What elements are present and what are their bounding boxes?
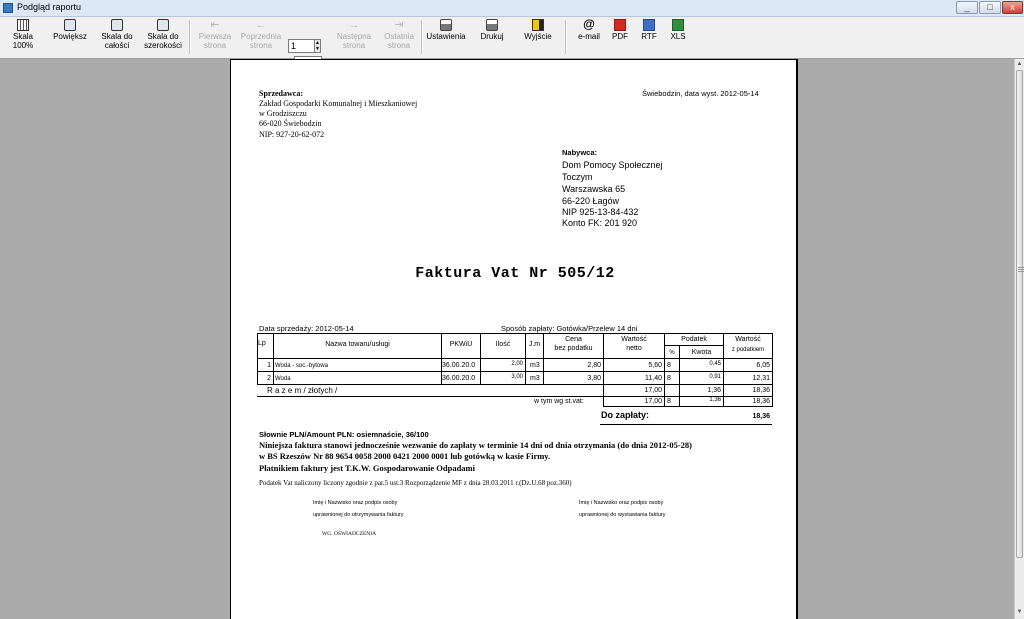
signature-left: uprawnionej do otrzymywania faktury bbox=[313, 512, 404, 518]
table-border bbox=[257, 384, 772, 385]
row-gross: 6,05 bbox=[756, 362, 770, 369]
total-gross: 18,36 bbox=[752, 387, 770, 394]
to-pay-value: 18,36 bbox=[752, 413, 770, 420]
table-border bbox=[723, 333, 724, 407]
invoice-note: Niniejsza faktura stanowi jednocześnie wezwanie do zapłaty w terminie 14 dni od dnia otrzymania (do dnia 2012-05-28) bbox=[259, 440, 693, 450]
excel-icon bbox=[672, 19, 684, 31]
fit-width-icon bbox=[157, 19, 169, 31]
exit-door-icon bbox=[532, 19, 544, 31]
fit-page-icon bbox=[111, 19, 123, 31]
settings-button[interactable]: Ustawienia bbox=[425, 18, 467, 56]
fit-whole-button[interactable]: Skala do całości bbox=[97, 18, 137, 56]
header-price: Cena bbox=[565, 336, 582, 343]
table-border bbox=[257, 358, 772, 359]
next-page-button[interactable]: → Następna strona bbox=[336, 19, 372, 50]
close-button[interactable]: x bbox=[1002, 1, 1023, 14]
vat-net: 17,00 bbox=[644, 398, 662, 405]
scroll-grip-icon bbox=[1018, 267, 1024, 273]
pdf-button[interactable]: PDF bbox=[609, 18, 631, 56]
toolbar-separator bbox=[189, 20, 191, 54]
buyer-line: NIP 925-13-84-432 bbox=[562, 207, 639, 217]
last-page-icon: ⇥ bbox=[394, 19, 404, 31]
header-unit: J.m bbox=[528, 341, 541, 348]
header-tax-pct: % bbox=[669, 350, 675, 356]
signature-right: Imię i Nazwisko oraz podpis osoby bbox=[579, 500, 664, 506]
statement-note: WG. OŚWIADCZENIA bbox=[322, 531, 377, 537]
total-net: 17,00 bbox=[644, 387, 662, 394]
toolbar-separator bbox=[565, 20, 567, 54]
invoice-page bbox=[230, 59, 798, 619]
row-unit: m3 bbox=[530, 375, 540, 382]
title-bar bbox=[0, 0, 1024, 17]
scale-icon bbox=[17, 19, 29, 31]
pdf-icon bbox=[614, 19, 626, 31]
row-price: 3,80 bbox=[587, 375, 601, 382]
scroll-thumb[interactable] bbox=[1016, 70, 1023, 558]
row-net: 11,40 bbox=[645, 375, 662, 382]
previous-page-icon: ← bbox=[255, 19, 267, 31]
vat-label: w tym wg st.vat: bbox=[534, 398, 584, 405]
to-pay-label: Do zapłaty: bbox=[601, 410, 650, 420]
buyer-line: Warszawska 65 bbox=[562, 184, 626, 194]
invoice-note: Płatnikiem faktury jest T.K.W. Gospodarowanie Odpadami bbox=[259, 463, 475, 473]
row-net: 5,60 bbox=[648, 362, 662, 369]
row-unit: m3 bbox=[530, 362, 540, 369]
zoom-in-icon bbox=[64, 19, 76, 31]
xls-button[interactable]: XLS bbox=[667, 18, 689, 56]
row-lp: 2 bbox=[267, 375, 271, 382]
header-gross: z podatkiem bbox=[731, 347, 765, 353]
invoice-title: Faktura Vat Nr 505/12 bbox=[415, 265, 615, 282]
legal-note: Podatek Vat naliczony liczony zgodnie z par.5 ust.3 Rozporządzenie MF z dnia 28.03.2011 r.(Dz.U.68 poz.360) bbox=[259, 479, 572, 487]
previous-page-button[interactable]: ← Poprzednia strona bbox=[240, 19, 282, 50]
vat-pct: 8 bbox=[667, 398, 671, 405]
first-page-icon: ⇤ bbox=[210, 19, 220, 31]
header-name: Nazwa towaru/usługi bbox=[325, 341, 390, 348]
row-pkwiu: 36.00.20.0 bbox=[442, 375, 476, 382]
page-number-input[interactable]: 1 bbox=[288, 39, 320, 53]
scroll-up-icon[interactable]: ▲ bbox=[1016, 61, 1023, 67]
row-tax-pct: 8 bbox=[667, 375, 671, 382]
seller-line: 66-020 Świebodzin bbox=[259, 119, 322, 128]
rtf-button[interactable]: RTF bbox=[638, 18, 660, 56]
signature-right: uprawnionej do wystawiania faktury bbox=[579, 512, 666, 518]
header-price: bez podatku bbox=[554, 345, 593, 352]
seller-heading: Sprzedawca: bbox=[259, 89, 303, 98]
printer-settings-icon bbox=[440, 19, 452, 31]
table-border bbox=[603, 406, 772, 407]
toolbar bbox=[0, 17, 1024, 59]
header-tax: Podatek bbox=[681, 336, 707, 343]
header-net: Wartość bbox=[621, 336, 647, 343]
buyer-heading: Nabywca: bbox=[562, 148, 598, 157]
total-label: R a z e m / złotych / bbox=[267, 386, 338, 395]
print-button[interactable]: Drukuj bbox=[476, 18, 508, 56]
table-border bbox=[257, 333, 772, 334]
header-qty: Ilość bbox=[495, 341, 511, 348]
header-gross: Wartość bbox=[735, 336, 761, 343]
vat-tax: 1,36 bbox=[709, 397, 721, 403]
scroll-down-icon[interactable]: ▼ bbox=[1016, 609, 1023, 615]
table-border bbox=[257, 371, 772, 372]
rtf-icon bbox=[643, 19, 655, 31]
row-qty: 3,00 bbox=[511, 374, 523, 380]
header-lp: Lp bbox=[258, 340, 266, 347]
next-page-icon: → bbox=[348, 19, 360, 31]
fit-width-button[interactable]: Skala do szerokości bbox=[143, 18, 183, 56]
vat-gross: 18,36 bbox=[752, 398, 770, 405]
header-net: netto bbox=[626, 345, 642, 352]
buyer-line: Dom Pomocy Społecznej bbox=[562, 160, 663, 170]
table-border bbox=[664, 345, 723, 346]
header-pkwiu: PKWiU bbox=[449, 341, 473, 348]
toolbar-separator bbox=[421, 20, 423, 54]
invoice-note: w BS Rzeszów Nr 88 9654 0058 2000 0421 2000 0001 lub gotówką w kasie Firmy. bbox=[259, 451, 551, 461]
printer-icon bbox=[486, 19, 498, 31]
last-page-button[interactable]: ⇥ Ostatnia strona bbox=[384, 19, 414, 50]
buyer-line: Konto FK: 201 920 bbox=[562, 218, 638, 228]
seller-line: w Grodziszczu bbox=[259, 109, 307, 118]
row-tax-pct: 8 bbox=[667, 362, 671, 369]
email-button[interactable]: @ e-mail bbox=[578, 17, 600, 41]
amount-in-words: Słownie PLN/Amount PLN: osiemnaście, 36/100 bbox=[259, 430, 429, 439]
buyer-line: Toczym bbox=[562, 172, 593, 182]
row-name: Woda bbox=[275, 376, 291, 382]
row-qty: 2,00 bbox=[511, 361, 523, 367]
exit-button[interactable]: Wyjście bbox=[520, 18, 556, 56]
minimize-button[interactable]: _ bbox=[956, 1, 978, 14]
seller-line: NIP: 927-20-62-072 bbox=[259, 130, 325, 139]
total-tax: 1,36 bbox=[707, 387, 721, 394]
seller-line: Zakład Gospodarki Komunalnej i Mieszkaniowej bbox=[259, 99, 418, 108]
place-and-date: Świebodzin, data wyst. 2012-05-14 bbox=[642, 89, 759, 98]
first-page-button[interactable]: ⇤ Pierwsza strona bbox=[198, 19, 232, 50]
row-lp: 1 bbox=[267, 362, 271, 369]
row-tax: 0,45 bbox=[709, 361, 721, 367]
page-spinner[interactable]: ▲ ▼ bbox=[315, 40, 320, 52]
row-name: Woda - soc.-bytowa bbox=[275, 363, 328, 369]
row-pkwiu: 36.00.20.0 bbox=[442, 362, 476, 369]
buyer-line: 66-220 Łagów bbox=[562, 196, 620, 206]
sale-date: Data sprzedaży: 2012-05-14 bbox=[259, 324, 354, 333]
email-icon: @ bbox=[583, 17, 595, 31]
enlarge-button[interactable]: Powiększ bbox=[50, 18, 90, 56]
window-title: Podgląd raportu bbox=[17, 2, 82, 12]
signature-left: Imię i Nazwisko oraz podpis osoby bbox=[313, 500, 398, 506]
row-tax: 0,91 bbox=[709, 374, 721, 380]
scale-100-button[interactable]: Skala 100% bbox=[6, 18, 40, 56]
app-icon bbox=[3, 3, 13, 13]
row-gross: 12,31 bbox=[752, 375, 770, 382]
maximize-button[interactable]: □ bbox=[979, 1, 1001, 14]
row-price: 2,80 bbox=[587, 362, 601, 369]
vertical-scrollbar[interactable] bbox=[1014, 59, 1024, 619]
header-tax-amount: Kwota bbox=[691, 349, 712, 356]
table-border bbox=[772, 333, 773, 407]
table-border bbox=[600, 424, 772, 425]
payment-method: Sposób zapłaty: Gotówka/Przelew 14 dni bbox=[501, 324, 638, 333]
